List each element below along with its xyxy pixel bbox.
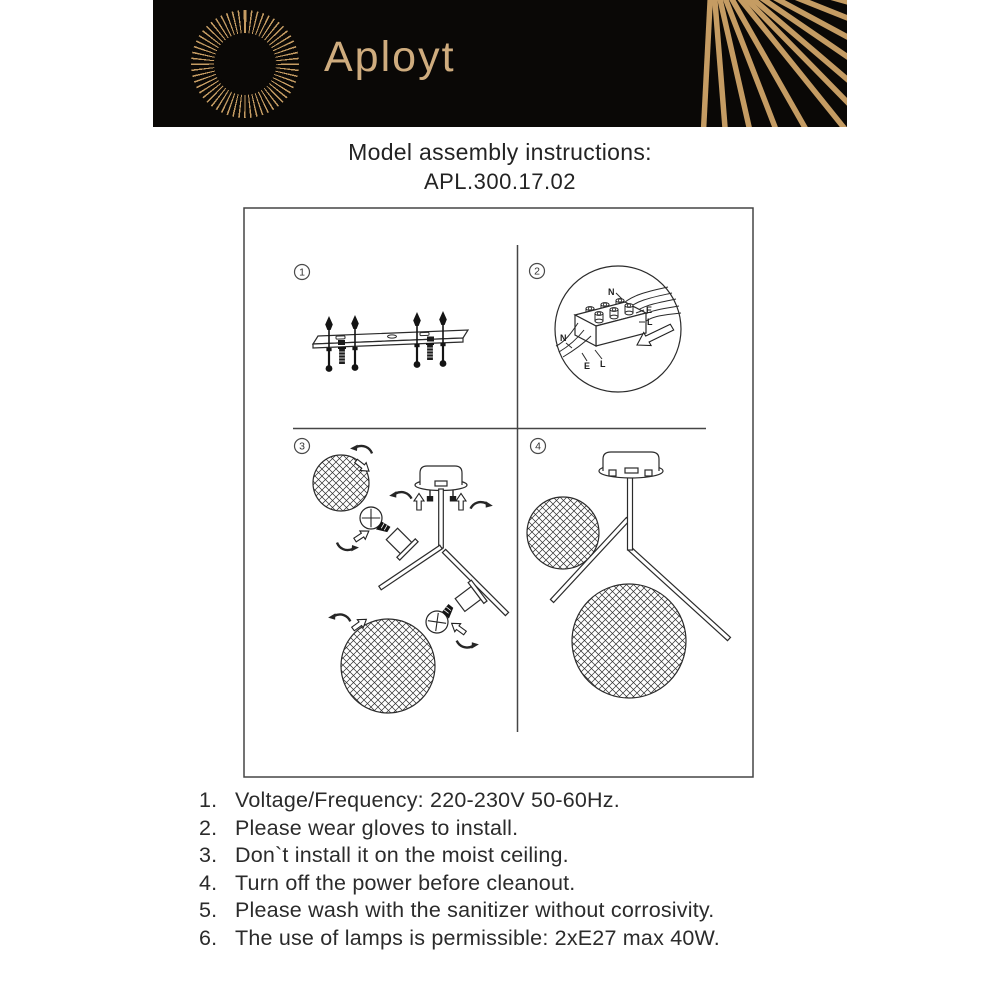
- instruction-number: 3.: [199, 843, 218, 868]
- instruction-number: 6.: [199, 925, 218, 950]
- svg-text:1: 1: [299, 266, 305, 279]
- wiring-drawing: [555, 266, 681, 392]
- instruction-item: [199, 897, 879, 925]
- instruction-text: Don`t install it on the moist ceiling.: [235, 843, 569, 868]
- instruction-text: Voltage/Frequency: 220-230V 50-60Hz.: [235, 788, 620, 812]
- brand-wordmark: Aployt: [324, 33, 456, 81]
- step-2-badge: [530, 264, 545, 279]
- instruction-item: [199, 842, 879, 870]
- screw-icon: [440, 343, 447, 367]
- up-arrow-icon: [456, 494, 466, 511]
- instruction-number: 1.: [199, 788, 218, 812]
- wire-label-n: N: [608, 287, 615, 297]
- rotate-arrow-icon: [389, 490, 412, 500]
- screw-icon: [414, 344, 421, 368]
- step-4-panel: [527, 439, 731, 699]
- up-arrow-icon: [414, 494, 424, 511]
- wire-label-n: N: [560, 333, 567, 343]
- page-title: Model assembly instructions:: [348, 139, 652, 165]
- rotate-arrow-icon: [328, 612, 351, 623]
- instruction-text: The use of lamps is permissible: 2xE27 max 40W.: [235, 925, 720, 950]
- step-3-panel: [295, 439, 509, 714]
- direction-arrow-icon: [352, 527, 371, 544]
- svg-text:4: 4: [535, 440, 541, 453]
- svg-text:3: 3: [299, 440, 305, 453]
- rotate-arrow-icon: [336, 541, 359, 553]
- wire-label-e: E: [646, 305, 653, 315]
- mesh-globe-large: [341, 619, 435, 713]
- instruction-text: Please wear gloves to install.: [235, 815, 519, 840]
- instruction-item: [199, 925, 879, 953]
- instruction-text: Turn off the power before cleanout.: [235, 870, 576, 895]
- screw-icon: [352, 347, 359, 371]
- instruction-item: [199, 787, 879, 815]
- instruction-item: [199, 870, 879, 898]
- lamp-arm: [442, 549, 508, 615]
- instruction-text: Please wash with the sanitizer without corrosivity.: [235, 898, 715, 923]
- step-2-panel: [530, 264, 682, 393]
- lamp-arm: [379, 545, 442, 590]
- instruction-number: 2.: [199, 815, 218, 840]
- canopy-screw-icon: [450, 490, 456, 502]
- instruction-number: 5.: [199, 898, 218, 923]
- rotate-arrow-icon: [470, 500, 493, 510]
- step-3-badge: [295, 439, 310, 454]
- wall-plug-icon: [426, 343, 434, 360]
- step-4-badge: [531, 439, 546, 454]
- model-number: APL.300.17.02: [423, 169, 577, 194]
- mesh-globe-large: [572, 584, 686, 698]
- step-1-panel: [295, 265, 469, 372]
- rotate-arrow-icon: [456, 639, 479, 650]
- svg-text:2: 2: [534, 265, 540, 278]
- direction-arrow-icon: [449, 619, 468, 637]
- exploded-assembly-drawing: [313, 443, 509, 713]
- instruction-item: [199, 815, 879, 843]
- mounting-bar-drawing: [313, 311, 468, 372]
- wire-label-l: L: [600, 359, 606, 369]
- wall-plug-icon: [338, 347, 346, 364]
- wire-label-l: L: [647, 317, 653, 327]
- instruction-number: 4.: [199, 870, 218, 895]
- rotate-arrow-icon: [350, 443, 373, 455]
- step-1-badge: [295, 265, 310, 280]
- instruction-list: [199, 787, 879, 953]
- wire-label-e: E: [584, 361, 591, 371]
- screw-icon: [326, 348, 333, 372]
- canopy-screw-icon: [427, 490, 433, 502]
- assembled-lamp-drawing: [527, 452, 731, 698]
